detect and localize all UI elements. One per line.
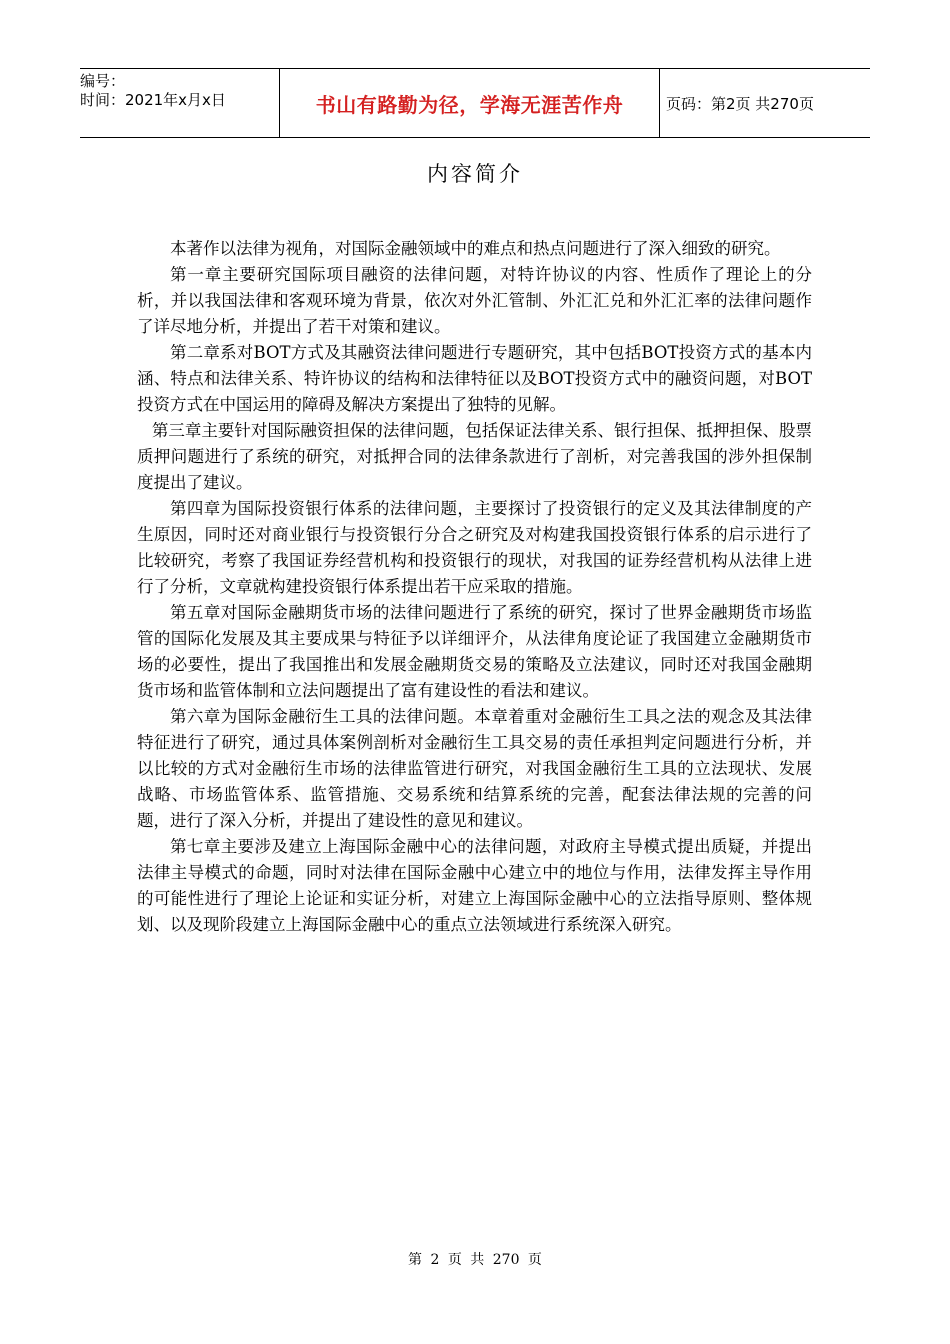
page-header [80,68,870,138]
paragraph: 第七章主要涉及建立上海国际金融中心的法律问题，对政府主导模式提出质疑，并提出法律主导模式的命题，同时对法律在国际金融中心建立中的地位与作用，法律发挥主导作用的可能性进行了理论上论证和实证分析，对建立上海国际金融中心的立法指导原则、整体规划、以及现阶段建立上海国际金融中心的重点立法领域进行系统深入研究。 [137,837,812,934]
paragraph: 第五章对国际金融期货市场的法律问题进行了系统的研究，探讨了世界金融期货市场监管的国际化发展及其主要成果与特征予以详细评介，从法律角度论证了我国建立金融期货市场的必要性，提出了我国推出和发展金融期货交易的策略及立法建议，同时还对我国金融期货市场和监管体制和立法问题提出了富有建设性的看法和建议。 [137,603,812,700]
page-footer: 第 2 页 共 270 页 [408,1252,542,1268]
header-meta [80,69,279,137]
document-number-label: 编号： [80,72,126,90]
header-motto: 书山有路勤为径，学海无涯苦作舟 [315,92,624,117]
paragraph: 本著作以法律为视角，对国际金融领域中的难点和热点问题进行了深入细致的研究。 [170,239,781,258]
paragraph: 第一章主要研究国际项目融资的法律问题，对特许协议的内容、性质作了理论上的分析，并以我国法律和客观环境为背景，依次对外汇管制、外汇汇兑和外汇汇率的法律问题作了详尽地分析，并提出了若干对策和建议。 [137,265,812,336]
paragraph: 第二章系对BOT方式及其融资法律问题进行专题研究，其中包括BOT投资方式的基本内涵、特点和法律关系、特许协议的结构和法律特征以及BOT投资方式中的融资问题，对BOT投资方式在中国运用的障碍及解决方案提出了独特的见解。 [137,343,812,414]
page-title: 内容简介 [427,162,523,186]
paragraph: 第六章为国际金融衍生工具的法律问题。本章着重对金融衍生工具之法的观念及其法律特征进行了研究，通过具体案例剖析对金融衍生工具交易的责任承担判定问题进行分析，并以比较的方式对金融衍生市场的法律监管进行研究，对我国金融衍生工具的立法现状、发展战略、市场监管体系、监管措施、交易系统和结算系统的完善，配套法律法规的完善的问题，进行了深入分析，并提出了建设性的意见和建议。 [137,707,812,830]
paragraph: 第三章主要针对国际融资担保的法律问题，包括保证法律关系、银行担保、抵押担保、股票质押问题进行了系统的研究，对抵押合同的法律条款进行了剖析，对完善我国的涉外担保制度提出了建议。 [137,421,812,492]
paragraph: 第四章为国际投资银行体系的法律问题，主要探讨了投资银行的定义及其法律制度的产生原因，同时还对商业银行与投资银行分合之研究及对构建我国投资银行体系的启示进行了比较研究，考察了我国证券经营机构和投资银行的现状，对我国的证券经营机构从法律上进行了分析，文章就构建投资银行体系提出若干应采取的措施。 [137,499,812,596]
document-body [137,236,812,938]
document-time-label: 时间：2021年x月x日 [80,91,226,109]
header-page-info: 页码：第2页 共270页 [666,94,814,113]
